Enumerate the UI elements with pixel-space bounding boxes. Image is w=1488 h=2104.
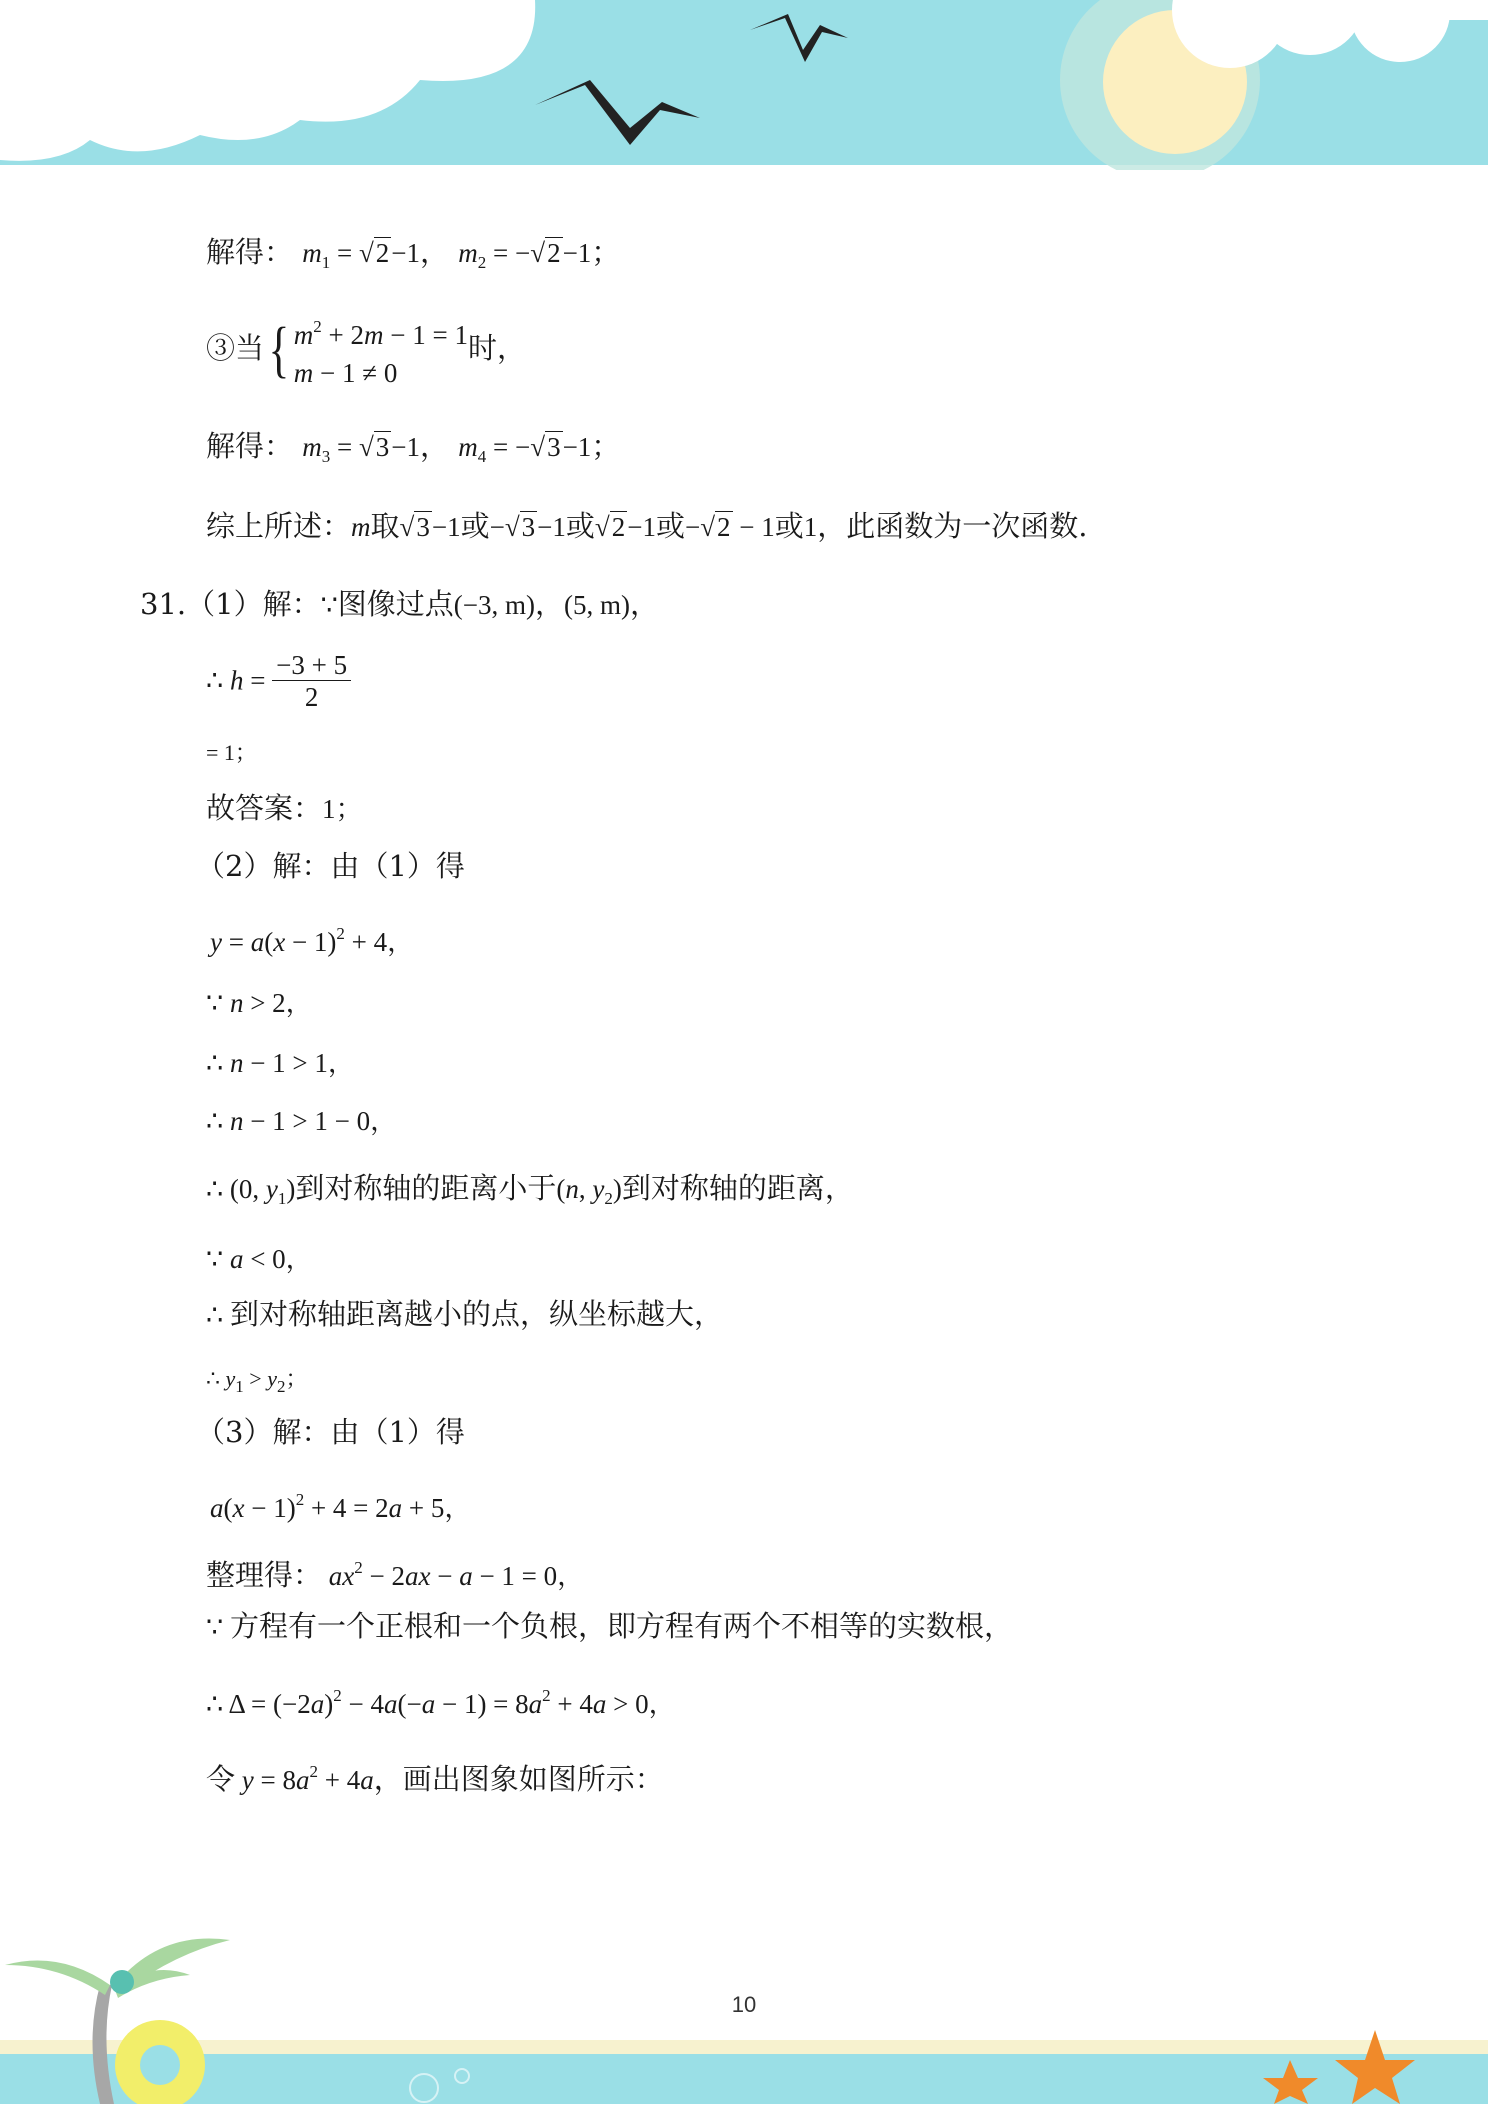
discriminant-line: ∴ $\Delta = (-2a)^2 - 4a(-a - 1) = 8a^2 + 4a > 0$， bbox=[206, 1686, 676, 1719]
end: ； bbox=[591, 429, 621, 463]
solution-line-m1-m2: 解得： $m_1 = √2-1$， $m_2 = -√2-1$； bbox=[206, 235, 621, 272]
n-minus-1-compare: ∴ n − 1 > 1 − 0， bbox=[206, 1106, 398, 1136]
summary-line: 综上所述：m取√3−1或−√3−1或√2−1或−√2 − 1或1，此函数为一次函数. bbox=[206, 509, 1088, 543]
question-31-part-3: （3）解：由（1）得 bbox=[196, 1415, 465, 1449]
tidy-line: 整理得： $ax^2 - 2ax - a - 1 = 0$， bbox=[206, 1558, 585, 1592]
case-3-prefix: ③当 bbox=[206, 331, 265, 365]
n-minus-1: ∴ n − 1 > 1， bbox=[206, 1048, 355, 1078]
header-decoration bbox=[0, 0, 1488, 170]
case-3-condition bbox=[206, 308, 526, 392]
question-31-part-1: 31.（1）解：∵图像过点(−3, m)，(5, m)， bbox=[140, 587, 660, 621]
h-formula: ∴ h = $\frac{-3 + 5}{2}$ bbox=[206, 650, 351, 713]
equation-vertex-form: $y = a(x - 1)^2 + 4$， bbox=[210, 924, 415, 957]
sep: ， bbox=[420, 235, 450, 269]
let-line: 令 $y = 8a^2 + 4a$，画出图象如图所示： bbox=[206, 1762, 664, 1796]
equation-equal: $a(x - 1)^2 + 4 = 2a + 5$， bbox=[210, 1490, 472, 1523]
page-number: 10 bbox=[731, 1992, 757, 2017]
question-31-part-2: （2）解：由（1）得 bbox=[196, 849, 465, 883]
question-number: 31. bbox=[140, 587, 187, 621]
equation-system: { $m^2 + 2m - 1 = 1$ m − 1 ≠ 0 bbox=[268, 316, 468, 388]
condition-n: ∵ n > 2， bbox=[206, 988, 313, 1018]
end: ； bbox=[591, 235, 621, 269]
case-3-suffix: 时， bbox=[467, 331, 526, 365]
closer-larger: ∴ 到对称轴距离越小的点，纵坐标越大， bbox=[206, 1297, 723, 1331]
a-negative: ∵ a < 0， bbox=[206, 1244, 313, 1274]
answer-line: 故答案：1； bbox=[206, 791, 363, 825]
summary-prefix: 综上所述： bbox=[206, 509, 352, 543]
h-equals-1: = 1； bbox=[206, 740, 257, 765]
roots-line: ∵ 方程有一个正根和一个负根，即方程有两个不相等的实数根， bbox=[206, 1609, 1013, 1643]
label-solve: 解得： bbox=[206, 429, 294, 463]
label-solve: 解得： bbox=[206, 235, 294, 269]
y1-greater-y2: ∴ $y_1 > y_2$； bbox=[206, 1366, 308, 1396]
solution-line-m3-m4: 解得： $m_3 = √3-1$， $m_4 = -√3-1$； bbox=[206, 429, 621, 466]
sep: ， bbox=[420, 429, 450, 463]
distance-compare: ∴ (0, $y_1$)到对称轴的距离小于(n, $y_2$)到对称轴的距离， bbox=[206, 1171, 854, 1208]
